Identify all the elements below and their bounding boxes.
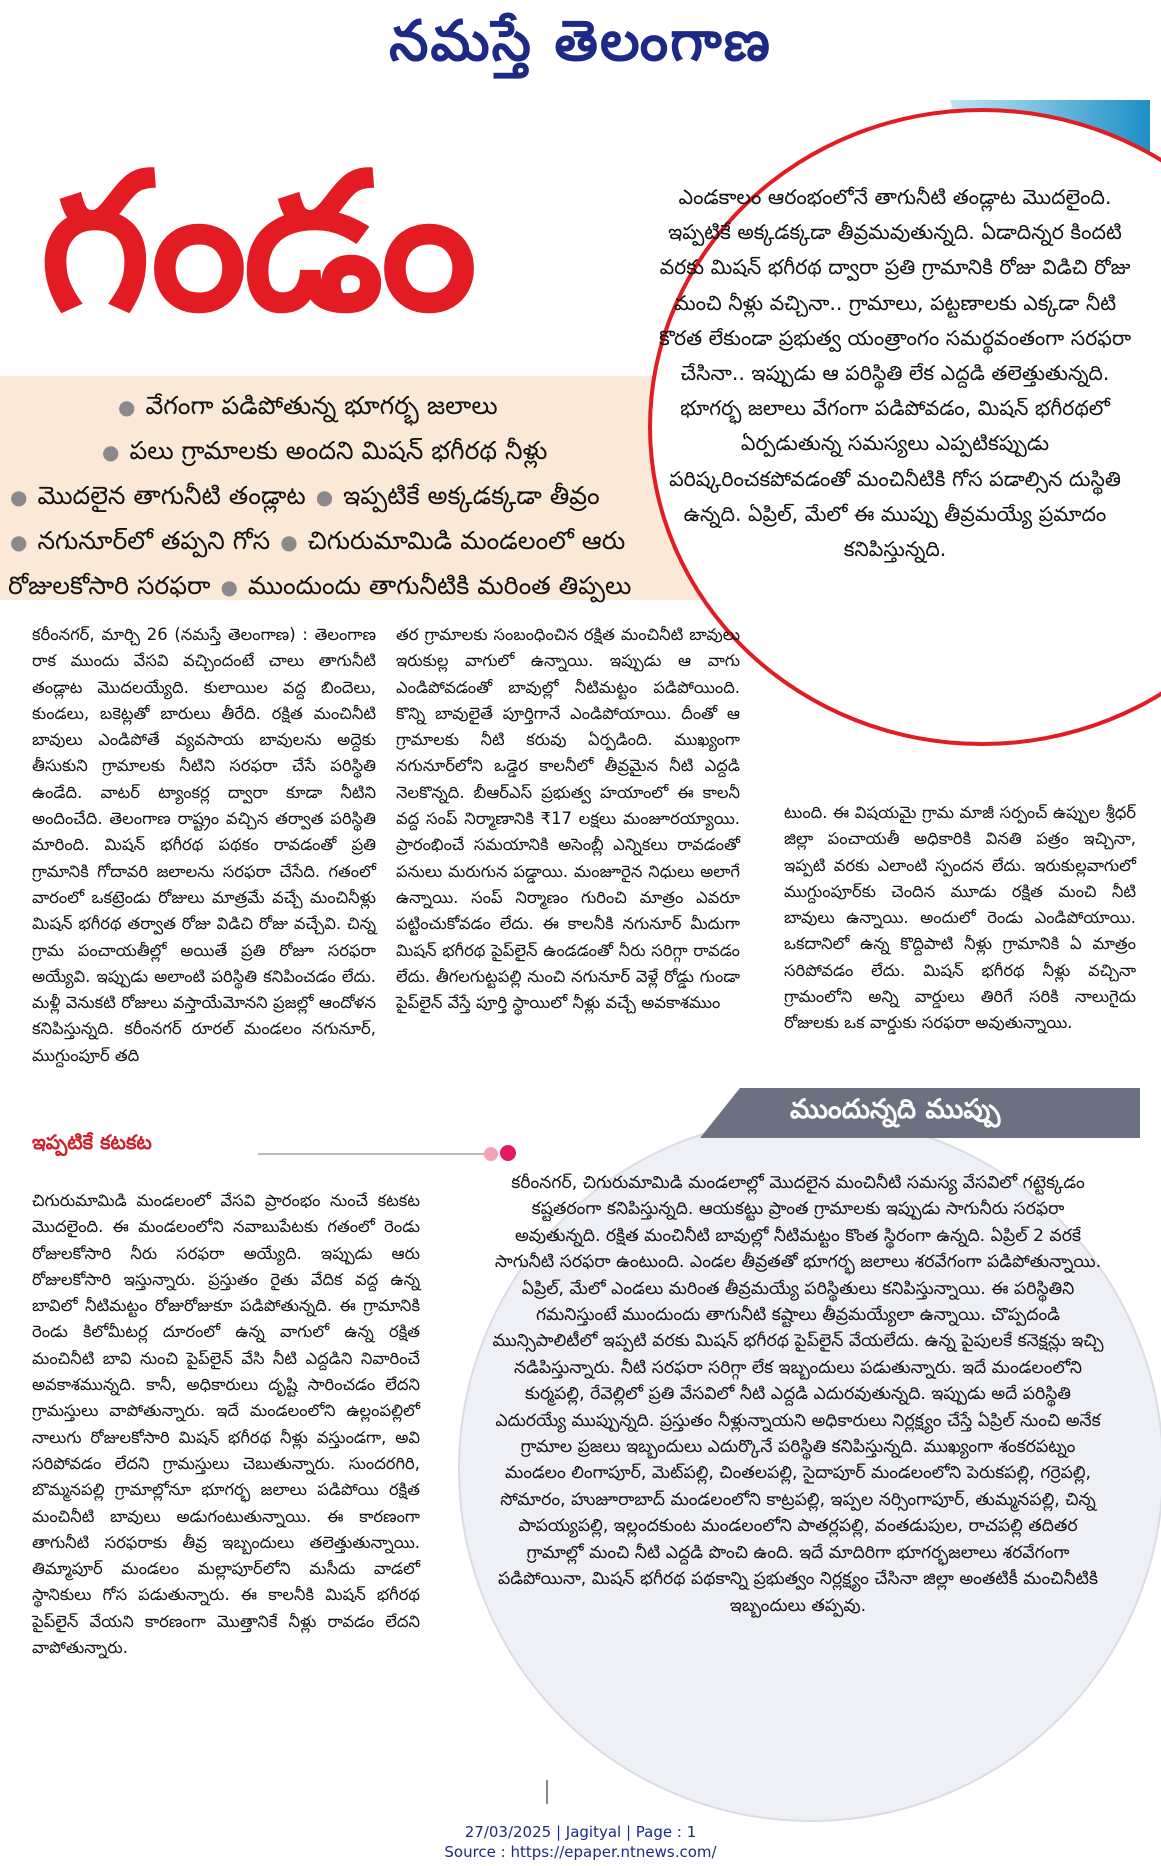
highlight-item: ● వేగంగా పడిపోతున్న భూగర్భ జలాలు: [118, 391, 498, 420]
highlights-list: [0, 384, 740, 609]
highlight-item: రోజులకోసారి సరఫరా ● ముందుందు తాగునీటికి మరింత తిప్పలు: [8, 571, 632, 600]
article-column-1: కరీంనగర్, మార్చి 26 (నమస్తే తెలంగాణ) : తెలంగాణ రాక ముందు వేసవి వచ్చిందంటే చాలు తాగునీటి తండ్లాట మొదలయ్యేది. కులాయిల వద్ద బిందెలు, కుండలు, బకెట్లతో బారులు తీరేది. రక్షిత మంచినీటి బావులు ఎండిపోతే వ్యవసాయ బావులను అద్దెకు తీసుకుని గ్రామాలకు నీటిని సరఫరా చేసే పరిస్థితి ఉండేది. వాటర్ ట్యాంకర్ల ద్వారా కూడా నీటిని అందించేది. తెలంగాణ రాష్ట్రం వచ్చిన తర్వాత పరిస్థితి మారింది. మిషన్ భగీరథ పథకం రావడంతో ప్రతి గ్రామానికి గోదావరి జలాలను సరఫరా చేసేది. గతంలో వారంలో ఒకట్రెండు రోజులు మాత్రమే వచ్చే మంచినీళ్లు మిషన్ భగీరథ తర్వాత రోజు విడిచి రోజు వచ్చేవి. చిన్న గ్రామ పంచాయతీల్లో అయితే ప్రతి రోజూ సరఫరా అయ్యేవి. ఇప్పుడు అలాంటి పరిస్థితి కనిపించడం లేదు. మళ్లీ వెనుకటి రోజులు వస్తాయేమోనని ప్రజల్లో ఆందోళన కనిపిస్తున్నది. కరీంనగర్ రూరల్ మండలం నగునూర్, ముగ్దుంపూర్ తది: [32, 625, 376, 1065]
article-column-4: చిగురుమామిడి మండలంలో వేసవి ప్రారంభం నుంచే కటకట మొదలైంది. ఈ మండలంలోని నవాబుపేటకు గతంలో రెండు రోజులకోసారి నీరు సరఫరా అయ్యేది. ఇప్పుడు ఆరు రోజులకోసారి ఇస్తున్నారు. ప్రస్తుతం రైతు వేదిక వద్ద ఉన్న బావిలో నీటిమట్టం రోజురోజుకూ పడిపోతున్నది. ఈ గ్రామానికి రెండు కిలోమీటర్ల దూరంలో ఉన్న వాగులో ఉన్న రక్షిత మంచినీటి బావి నుంచి పైప్‌లైన్ వేసి నీటి ఎద్దడిని నివారించే అవకాశమున్నది. కానీ, అధికారులు దృష్టి సారించడం లేదని గ్రామస్తులు వాపోతున్నారు. ఇదే మండలంలోని ఉల్లంపల్లిలో నాలుగు రోజులకోసారి మిషన్ భగీరథ నీళ్లు వస్తుండగా, అవి సరిపోవడం లేదని గ్రామస్తులు చెబుతున్నారు. సుందరగిరి, బొమ్మనపల్లి గ్రామాల్లోనూ భూగర్భ జలాలు పడిపోయి రక్షిత మంచినీటి బావులు అడుగంటుతున్నాయి. ఈ కారణంగా తాగునీటి సరఫరాకు తీవ్ర ఇబ్బందులు తలెత్తుతున్నాయి. తిమ్మాపూర్ మండలం మల్లాపూర్‌లోని మసీదు వాడలో స్థానికులు గోస పడుతున్నారు. ఈ కాలనీకి మిషన్ భగీరథ పైప్‌లైన్ వేయని కారణంగా మొత్తానికే నీళ్లు రావడం లేదని వాపోతున్నారు.: [32, 1191, 420, 1658]
masthead: నమస్తే తెలంగాణ: [389, 8, 772, 74]
article-column-3: టుంది. ఈ విషయమై గ్రామ మాజీ సర్పంచ్ ఉప్పుల శ్రీధర్ జిల్లా పంచాయతీ అధికారికి వినతి పత్రం ఇచ్చినా, ఇప్పటి వరకు ఎలాంటి స్పందన లేదు. ఇరుకుల్లవాగులో ముగ్దుంపూర్‌కు చెందిన మూడు రక్షిత మంచి నీటి బావులు ఉన్నాయి. అందులో రెండు ఎండిపోయాయి. ఒకదానిలో ఉన్న కొద్దిపాటి నీళ్లు గ్రామానికి ఏ మాత్రం సరిపోవడం లేదు. మిషన్ భగీరథ నీళ్లు వచ్చినా గ్రామంలోని అన్ని వార్డులు తిరిగే సరికి నాలుగైదు రోజులకు ఒక వార్డుకు సరఫరా అవుతున్నాయి.: [784, 803, 1136, 1033]
section-divider: [258, 1153, 498, 1155]
intro-text: ఎండకాలం ఆరంభంలోనే తాగునీటి తండ్లాట మొదలైంది. ఇప్పటికే అక్కడక్కడా తీవ్రమవుతున్నది. ఏడాదిన్నర కిందటి వరకు మిషన్ భగీరథ ద్వారా ప్రతి గ్రామానికి రోజు విడిచి రోజు మంచి నీళ్లు వచ్చినా.. గ్రామాలు, పట్టణాలకు ఎక్కడా నీటి కొరత లేకుండా ప్రభుత్వ యంత్రాంగం సమర్థవంతంగా సరఫరా చేసినా.. ఇప్పుడు ఆ పరిస్థితి లేక ఎద్దడి తలెత్తుతున్నది. భూగర్భ జలాలు వేగంగా పడిపోవడం, మిషన్ భగీరథలో ఏర్పడుతున్న సమస్యలు ఎప్పటికప్పుడు పరిష్కరించకపోవడంతో మంచినీటికి గోస పడాల్సిన దుస్థితి ఉన్నది. ఏప్రిల్, మేలో ఈ ముప్పు తీవ్రమయ్యే ప్రమాదం కనిపిస్తున్నది.: [658, 185, 1132, 562]
highlight-item: ● పలు గ్రామాలకు అందని మిషన్ భగీరథ నీళ్లు: [102, 436, 548, 465]
decorative-dot: [484, 1147, 498, 1161]
section-title: ఇప్పటికే కటకట: [32, 1130, 152, 1154]
highlight-item: ● నగునూర్‌లో తప్పని గోస ● చిగురుమామిడి మండలంలో ఆరు: [10, 526, 626, 555]
divider-line: [546, 1780, 548, 1804]
decorative-dot: [500, 1145, 516, 1161]
sidebar-banner-title: ముందున్నది ముప్పు: [790, 1094, 1001, 1125]
footer: [0, 1822, 1161, 1862]
highlight-item: ● మొదలైన తాగునీటి తండ్లాట ● ఇప్పటికే అక్కడక్కడా తీవ్రం: [10, 481, 600, 510]
sidebar-circle-text: కరీంనగర్, చిగురుమామిడి మండలాల్లో మొదలైన మంచినీటి సమస్య వేసవిలో గట్టెక్కడం కష్టతరంగా కనిపిస్తున్నది. ఆయకట్టు ప్రాంత గ్రామాలకు ఇప్పుడు సాగునీరు సరఫరా అవుతున్నది. రక్షిత మంచినీటి బావుల్లో నీటిమట్టం కొంత స్థిరంగా ఉన్నది. ఏప్రిల్ 2 వరకే సాగునీటి సరఫరా ఉంటుంది. ఎండల తీవ్రతతో భూగర్భ జలాలు శరవేగంగా పడిపోతున్నాయి. ఏప్రిల్, మేలో ఎండలు మరింత తీవ్రమయ్యే పరిస్థితులు కనిపిస్తున్నాయి. ఈ పరిస్థితిని గమనిస్తుంటే ముందుందు తాగునీటి కష్టాలు తీవ్రమయ్యేలా ఉన్నాయి. చొప్పదండి మున్సిపాలిటీలో ఇప్పటి వరకు మిషన్ భగీరథ పైప్‌లైన్ వేయలేదు. ఉన్న పైపులకే కనెక్షన్లు ఇచ్చి నడిపిస్తున్నారు. నీటి సరఫరా సరిగ్గా లేక ఇబ్బందులు పడుతున్నారు. ఇదే మండలంలోని కుర్మపల్లి, రేవెల్లిలో ప్రతి వేసవిలో నీటి ఎద్దడి ఎదురవుతున్నది. ఇప్పుడు అదే పరిస్థితి ఎదురయ్యే ముప్పున్నది. ప్రస్తుతం నీళ్లున్నాయని అధికారులు నిర్లక్ష్యం చేస్తే ఏప్రిల్ నుంచి అనేక గ్రామాల ప్రజలు ఇబ్బందులు ఎదుర్కొనే పరిస్థితి కనిపిస్తున్నది. ముఖ్యంగా శంకరపట్నం మండలం లింగాపూర్, మెట్‌పల్లి, చింతలపల్లి, సైదాపూర్ మండలంలోని పెరుకపల్లి, గర్రెపల్లి, సోమారం, హుజూరాబాద్ మండలంలోని కాట్రపల్లి, ఇప్పల నర్సింగాపూర్, తుమ్మనపల్లి, చిన్న పాపయ్యపల్లి, ఇల్లందకుంట మండలంలోని పాతర్లపల్లి, వంతడుపుల, రాచపల్లి తదితర గ్రామాల్లో మంచి నీటి ఎద్దడి పొంచి ఉంది. ఇదే మాదిరిగా భూగర్భజలాలు శరవేగంగా పడిపోయినా, మిషన్ భగీరథ పథకాన్ని ప్రభుత్వం నిర్లక్ష్యం చేసినా జిల్లా అంతటికీ మంచినీటికి ఇబ్బందులు తప్పవు.: [492, 1173, 1104, 1616]
footer-date-line: 27/03/2025 | Jagityal | Page : 1: [464, 1823, 697, 1841]
headline: గండం: [40, 132, 474, 353]
footer-source-line: Source : https://epaper.ntnews.com/: [444, 1843, 717, 1861]
article-column-2: తర గ్రామాలకు సంబంధించిన రక్షిత మంచినీటి బావులు ఇరుకుల్ల వాగులో ఉన్నాయి. ఇప్పుడు ఆ వాగు ఎండిపోవడంతో బావుల్లో నీటిమట్టం పడిపోయింది. కొన్ని బావులైతే పూర్తిగానే ఎండిపోయాయి. దీంతో ఆ గ్రామాలకు నీటి కరువు ఏర్పడింది. ముఖ్యంగా నగునూర్‌లోని ఒడ్డెర కాలనీలో తీవ్రమైన నీటి ఎద్దడి నెలకొన్నది. బీఆర్‌ఎస్ ప్రభుత్వ హయాంలో ఈ కాలనీ వద్ద సంప్ నిర్మాణానికి ₹17 లక్షలు మంజూరయ్యాయి. ప్రారంభించే సమయానికి అసెంబ్లీ ఎన్నికలు రావడంతో పనులు మరుగున పడ్డాయి. మంజూరైన నిధులు అలాగే ఉన్నాయి. సంప్ నిర్మాణం గురించి మాత్రం ఎవరూ పట్టించుకోవడం లేదు. ఈ కాలనీకి నగునూర్ మీదుగా మిషన్ భగీరథ పైప్‌లైన్ ఉండడంతో నీరు సరిగ్గా రావడం లేదు. తీగలగుట్టపల్లి నుంచి నగునూర్ వెళ్లే రోడ్డు గుండా పైప్‌లైన్ వేస్తే పూర్తి స్థాయిలో నీళ్లు వచ్చే అవకాశముం: [396, 625, 740, 1013]
